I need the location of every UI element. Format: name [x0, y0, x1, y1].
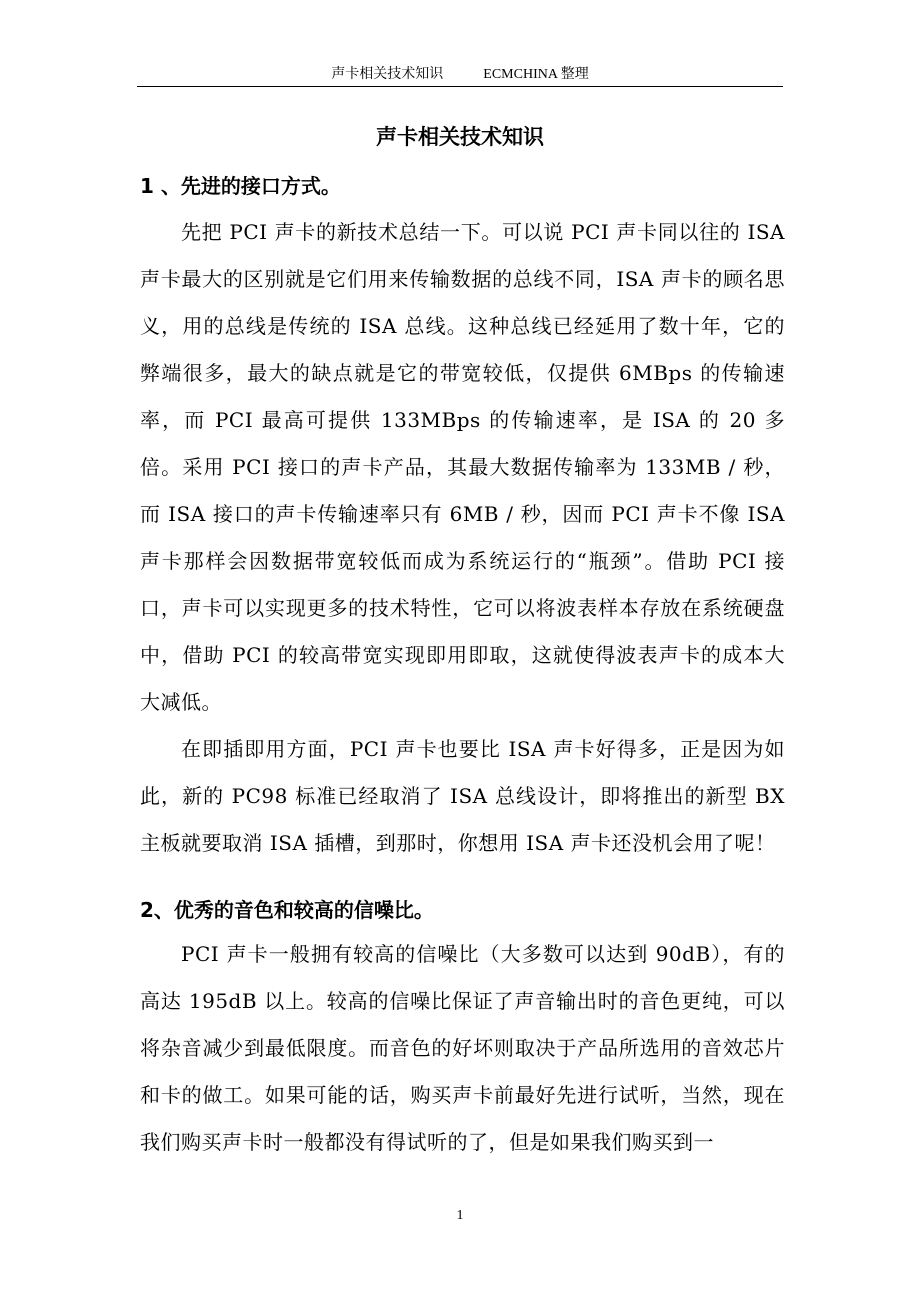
document-title: 声卡相关技术知识: [376, 125, 544, 149]
paragraph-signal-noise: PCI 声卡一般拥有较高的信噪比（大多数可以达到 90dB），有的高达 195dB 以上。较高的信噪比保证了声音输出时的音色更纯，可以将杂音减少到最低限度。而音色的好坏则取决于产品所选用的音效芯片和卡的做工。如果可能的话，购买声卡前最好先进行试听，当然，现在我们购买声卡时一般都没有得试听的了，但是如果我们购买到一: [140, 942, 785, 1154]
header-divider: [137, 86, 783, 87]
header-organizer: ECMCHINA 整理: [483, 67, 589, 82]
paragraph-plug-and-play: 在即插即用方面，PCI 声卡也要比 ISA 声卡好得多，正是因为如此，新的 PC98 标准已经取消了 ISA 总线设计，即将推出的新型 BX 主板就要取消 ISA 插槽，到那时，你想用 ISA 声卡还没机会用了呢！: [140, 737, 785, 855]
page-number: 1: [456, 1208, 464, 1223]
header-document-title: 声卡相关技术知识: [331, 67, 444, 82]
section-heading-interface: 1 、先进的接口方式。: [140, 174, 341, 198]
section-heading-snr: 2、优秀的音色和较高的信噪比。: [140, 898, 434, 922]
running-header: [137, 66, 783, 84]
paragraph-pci-bus: 先把 PCI 声卡的新技术总结一下。可以说 PCI 声卡同以往的 ISA 声卡最大的区别就是它们用来传输数据的总线不同，ISA 声卡的顾名思义，用的总线是传统的 ISA 总线。这种总线已经延用了数十年，它的弊端很多，最大的缺点就是它的带宽较低，仅提供 6MBps 的传输速率，而 PCI 最高可提供 133MBps 的传输速率，是 ISA 的 20 多倍。采用 PCI 接口的声卡产品，其最大数据传输率为 133MB / 秒，而 ISA 接口的声卡传输速率只有 6MB / 秒，因而 PCI 声卡不像 ISA 声卡那样会因数据带宽较低而成为系统运行的“瓶颈”。借助 PCI 接口，声卡可以实现更多的技术特性，它可以将波表样本存放在系统硬盘中，借助 PCI 的较高带宽实现即用即取，这就使得波表声卡的成本大大减低。: [140, 220, 785, 714]
